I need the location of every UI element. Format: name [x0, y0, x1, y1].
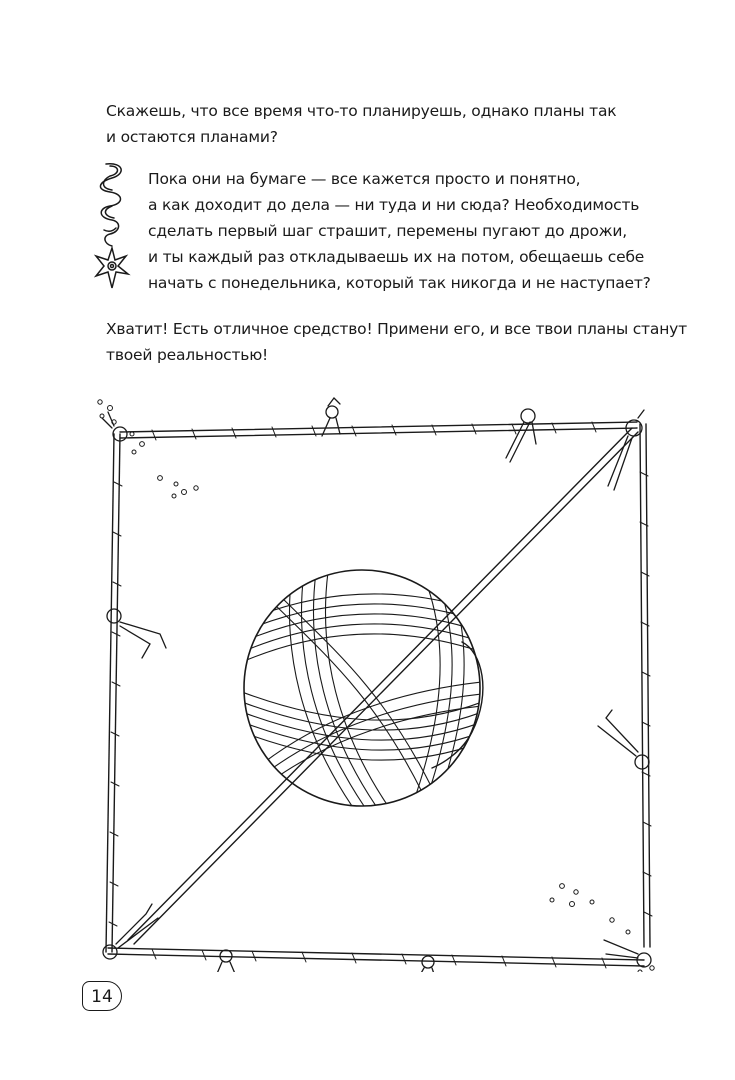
text-line: твоей реальностью!: [106, 346, 269, 364]
text-line: Скажешь, что все время что-то планируешь, однако планы так: [106, 102, 617, 120]
text-line: и ты каждый раз откладываешь их на потом, обещаешь себе: [148, 248, 645, 266]
yarn-ball: [242, 570, 483, 806]
paragraph-body: [148, 166, 651, 296]
text-line: Пока они на бумаге — все кажется просто и понятно,: [148, 170, 581, 188]
text-line: и остаются планами?: [106, 128, 278, 146]
page-number: 14: [82, 981, 122, 1011]
paragraph-call: [106, 316, 687, 368]
text-line: а как доходит до дела — ни туда и ни сюда? Необходимость: [148, 196, 640, 214]
yarn-ball-rope-frame-illustration: [92, 392, 662, 972]
rope-knots: [102, 398, 651, 972]
text-line: сделать первый шаг страшит, перемены пугают до дрожи,: [148, 222, 627, 240]
swirl-star-icon: [90, 160, 136, 300]
rope-frame: [106, 422, 650, 966]
text-line: Хватит! Есть отличное средство! Примени его, и все твои планы станут: [106, 320, 687, 338]
paragraph-intro: [106, 98, 616, 150]
text-line: начать с понедельника, который так никогда и не наступает?: [148, 274, 651, 292]
